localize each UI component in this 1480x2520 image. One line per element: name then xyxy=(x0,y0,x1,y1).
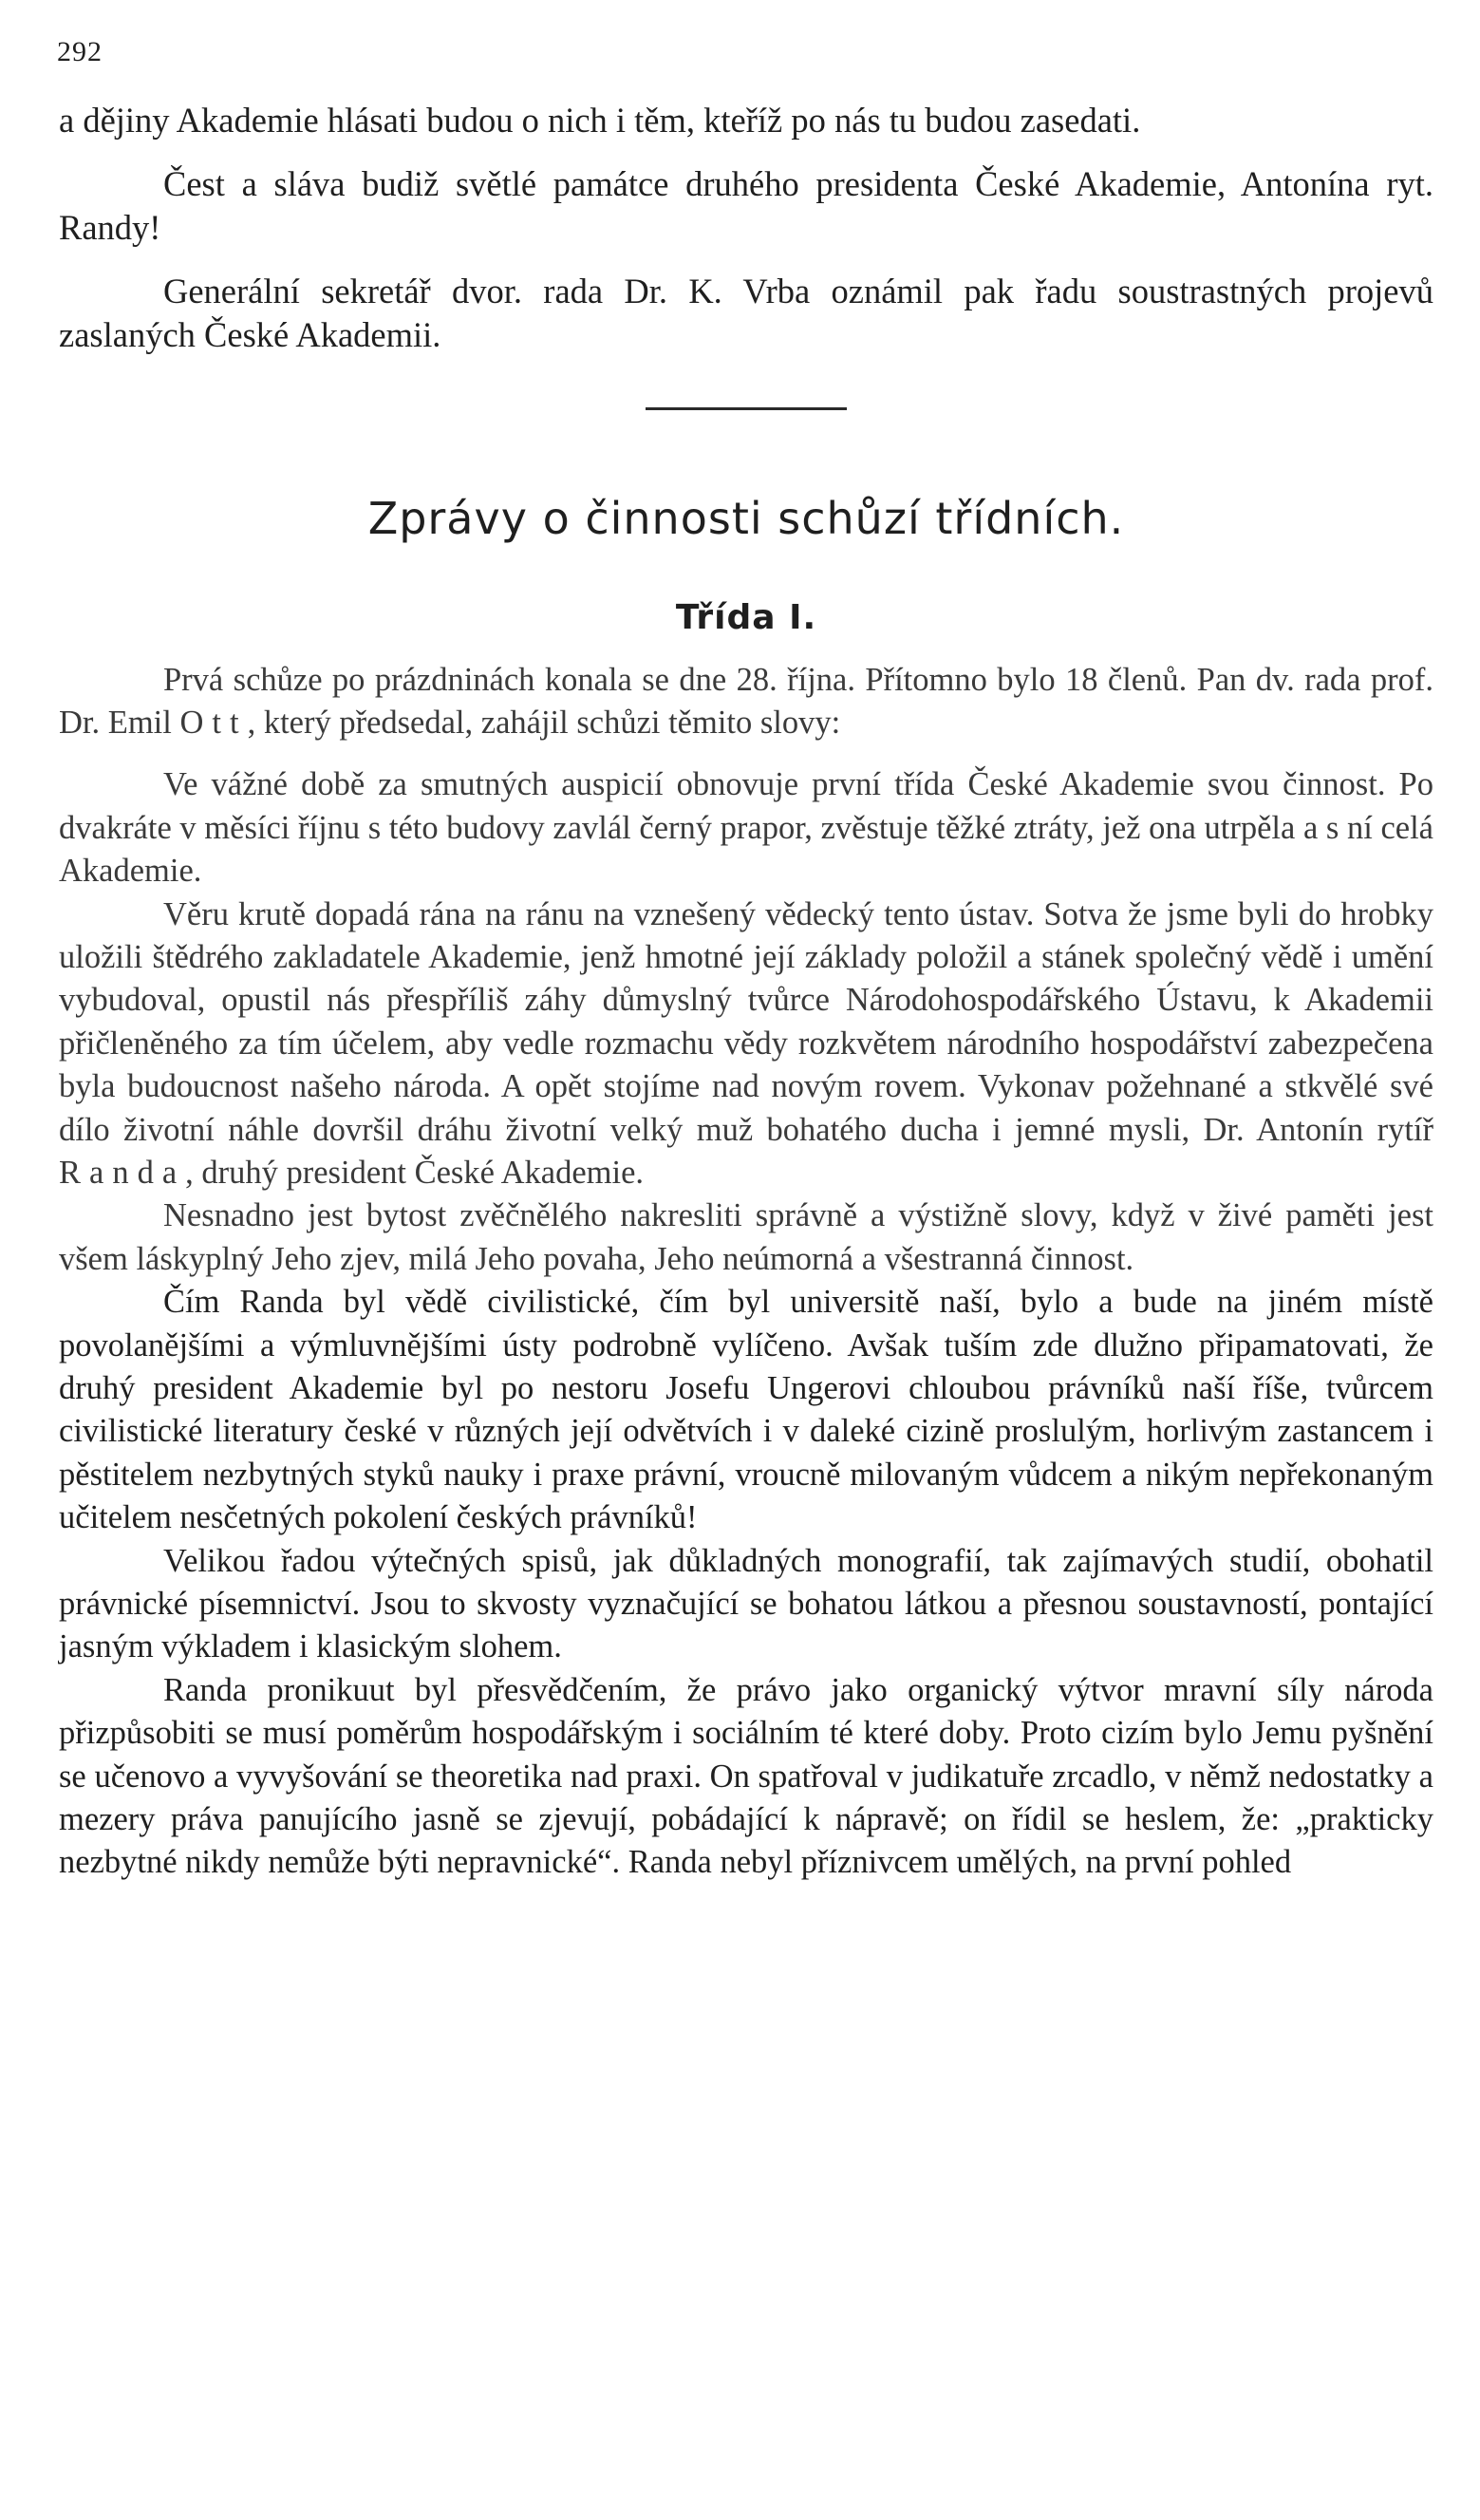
class-heading: Třída I. xyxy=(675,597,817,637)
speech-text-end: , druhý president České Akademie. xyxy=(185,1154,645,1191)
section-divider xyxy=(646,407,847,410)
speech-paragraph: Randa pronikuut byl přesvědčením, že právo jako organický výtvor mravní síly národa přizpůsobiti se musí poměrům hospodářským i sociálním té které doby. Proto cizím bylo Jemu pyšnění se učenovo a vyvyšování se theoretika nad praxi. On spatřoval v judikatuře zrcadlo, v němž nedostatky a mezery práva panujícího jasně se zjevují, pobádající k nápravě; on řídil se heslem, že: „prakticky nezbytné nikdy nemůže býti nepravnické“. Randa nebyl příznivcem umělých, na první pohled xyxy=(59,1671,1433,1881)
speech-paragraph: Velikou řadou výtečných spisů, jak důkladných monografií, tak zajímavých studií, obohatil právnické písemnictví. Jsou to skvosty vyznačující se bohatou látkou a přesnou soustavností, pontající jasným výkladem i klasickým slohem. xyxy=(59,1542,1433,1665)
speech-paragraph: Nesnadno jest bytost zvěčnělého nakresliti správně a výstižně slovy, když v živé paměti jest všem láskyplný Jeho zjev, milá Jeho povaha, Jeho neúmorná a všestranná činnost. xyxy=(59,1197,1433,1277)
speech-paragraph: Ve vážné době za smutných auspicií obnovuje první třída České Akademie svou činnost. Po dvakráte v měsíci říjnu s této budovy zavlál černý prapor, zvěstuje těžké ztráty, jež ona utrpěla a s ní celá Akademie. xyxy=(59,766,1433,890)
speech-paragraph: Čím Randa byl vědě civilistické, čím byl universitě naší, bylo a bude na jiném místě povolanějšími a výmluvnějšími ústy podrobně vylíčeno. Avšak tuším zde dlužno připamatovati, že druhý president Akademie byl po nestoru Josefu Ungerovi chloubou právníků naší říše, tvůrcem civilistické literatury české v různých její odvětvích i v daleké cizině proslulým, horlivým zastancem i pěstitelem nezbytných styků nauky i praxe právní, vroucně milovaným vůdcem a nikým nepřekonaným učitelem nesčetných pokolení českých právníků! xyxy=(59,1284,1433,1536)
intro-paragraph: Čest a sláva budiž světlé památce druhého presidenta České Akademie, Antonína ryt. Randy! xyxy=(59,163,1433,247)
intro-paragraph: a dějiny Akademie hlásati budou o nich i těm, kteříž po nás tu budou zasedati. xyxy=(59,101,1141,140)
document-page xyxy=(59,28,1433,1885)
session-text: Prvá schůze po prázdninách konala se dne 28. října. Přítomno bylo 18 členů. Pan dv. rada prof. Dr. Emil xyxy=(59,661,1433,741)
session-text-end: , který předsedal, zahájil schůzi těmito slovy: xyxy=(247,704,841,741)
speech-text: Věru krutě dopadá rána na ránu na vznešený vědecký tento ústav. Sotva že jsme byli do hrobky uložili štědrého zakladatele Akademie, jenž hmotné její základy položil a stánek společný vědě i umění vybudoval, opustil nás přespříliš záhy důmyslný tvůrce Národohospodářského Ústavu, k Akademii přičleněného za tím účelem, aby vedle rozmachu vědy rozkvětem národního hospodářství zabezpečena byla budoucnost našeho národa. A opět stojíme nad novým rovem. Vykonav požehnané a stkvělé své dílo životní náhle dovršil dráhu životní velký muž bohatého ducha i jemné mysli, Dr. Antonín rytíř xyxy=(59,895,1433,1148)
section-heading: Zprávy o činnosti schůzí třídních. xyxy=(367,492,1125,544)
president-name: Randa xyxy=(59,1154,186,1191)
speech-paragraph xyxy=(59,893,1433,1195)
session-paragraph xyxy=(59,659,1433,745)
intro-paragraph: Generální sekretář dvor. rada Dr. K. Vrba oznámil pak řadu soustrastných projevů zaslaných České Akademii. xyxy=(59,271,1433,354)
chairman-name: Ott xyxy=(179,704,248,741)
page-number: 292 xyxy=(57,36,103,67)
